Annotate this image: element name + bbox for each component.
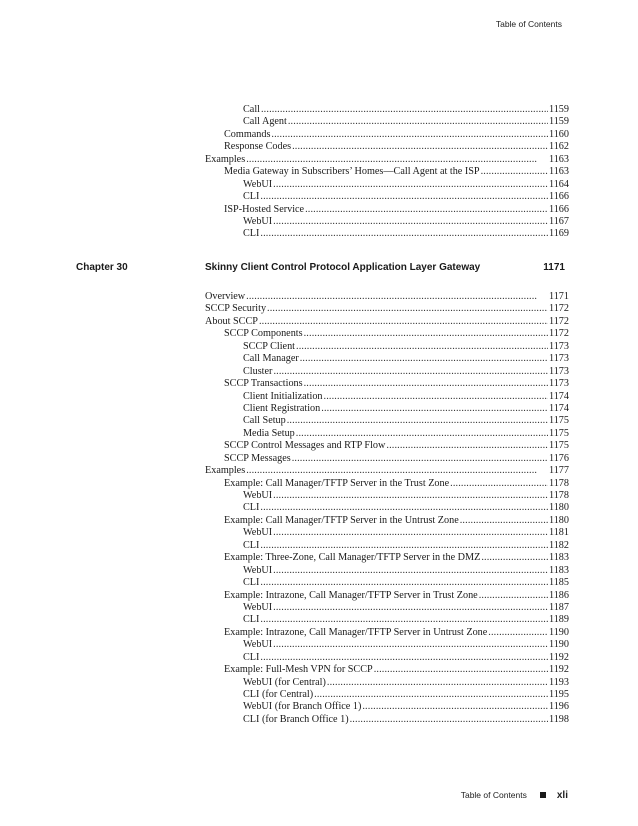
- dot-leader: [304, 328, 548, 340]
- toc-entry-title: WebUI: [243, 178, 273, 190]
- toc-list-chapter-30: [205, 291, 569, 726]
- toc-entry-title: Example: Call Manager/TFTP Server in the Untrust Zone: [224, 514, 459, 526]
- toc-entry-page: 1174: [549, 402, 569, 414]
- toc-entry-page: 1163: [549, 153, 569, 165]
- toc-entry[interactable]: [205, 614, 569, 626]
- toc-entry[interactable]: [205, 366, 569, 378]
- toc-entry[interactable]: [205, 677, 569, 689]
- dot-leader: [321, 403, 548, 415]
- toc-entry[interactable]: [205, 565, 569, 577]
- toc-entry-page: 1192: [549, 651, 569, 663]
- toc-entry-title: WebUI: [243, 601, 273, 613]
- dot-leader: [246, 154, 548, 166]
- toc-entry[interactable]: [205, 316, 569, 328]
- toc-entry[interactable]: [205, 502, 569, 514]
- dot-leader: [479, 590, 548, 602]
- toc-entry-title: CLI: [243, 539, 260, 551]
- dot-leader: [324, 391, 548, 403]
- footer-page-number: xli: [556, 789, 568, 801]
- dot-leader: [273, 366, 548, 378]
- toc-entry[interactable]: [205, 415, 569, 427]
- toc-entry-page: 1190: [549, 639, 569, 651]
- dot-leader: [488, 627, 548, 639]
- dot-leader: [259, 316, 548, 328]
- toc-entry[interactable]: [205, 141, 569, 153]
- toc-entry-page: 1193: [549, 676, 569, 688]
- dot-leader: [261, 104, 548, 116]
- dot-leader: [287, 415, 548, 427]
- dot-leader: [374, 664, 548, 676]
- toc-entry-title: SCCP Control Messages and RTP Flow: [224, 440, 386, 452]
- toc-entry-title: SCCP Transactions: [224, 378, 303, 390]
- toc-entry-title: CLI: [243, 651, 260, 663]
- toc-entry-page: 1162: [549, 141, 569, 153]
- chapter-page-number: 1171: [543, 262, 565, 273]
- dot-leader: [273, 179, 548, 191]
- toc-entry-page: 1173: [549, 365, 569, 377]
- toc-entry[interactable]: [205, 428, 569, 440]
- dot-leader: [267, 303, 548, 315]
- toc-entry[interactable]: [205, 440, 569, 452]
- toc-entry[interactable]: [205, 602, 569, 614]
- toc-entry-title: SCCP Components: [224, 328, 303, 340]
- toc-entry-page: 1173: [549, 340, 569, 352]
- toc-entry[interactable]: [205, 154, 569, 166]
- dot-leader: [260, 577, 548, 589]
- dot-leader: [246, 291, 548, 303]
- dot-leader: [460, 515, 548, 527]
- toc-entry-title: CLI (for Central): [243, 689, 314, 700]
- toc-entry-title: WebUI (for Branch Office 1): [243, 701, 362, 713]
- dot-leader: [362, 701, 548, 713]
- dot-leader: [386, 440, 548, 452]
- toc-entry-title: SCCP Messages: [224, 452, 291, 464]
- toc-entry-title: Client Registration: [243, 402, 321, 414]
- toc-entry-page: 1169: [549, 228, 569, 240]
- dot-leader: [273, 216, 548, 228]
- toc-entry[interactable]: [205, 179, 569, 191]
- toc-entry-title: Call: [243, 104, 260, 115]
- toc-entry-title: CLI (for Branch Office 1): [243, 713, 349, 725]
- toc-entry-title: CLI: [243, 191, 260, 203]
- chapter-label: Chapter 30: [76, 262, 128, 273]
- toc-entry-title: Response Codes: [224, 141, 292, 153]
- dot-leader: [304, 378, 548, 390]
- toc-entry-page: 1195: [549, 689, 569, 700]
- toc-entry-page: 1187: [549, 601, 569, 613]
- toc-entry[interactable]: [205, 104, 569, 116]
- toc-entry[interactable]: [205, 490, 569, 502]
- dot-leader: [296, 428, 548, 440]
- toc-entry[interactable]: [205, 191, 569, 203]
- toc-entry-title: Overview: [205, 291, 246, 302]
- toc-entry[interactable]: [205, 515, 569, 527]
- dot-leader: [300, 353, 548, 365]
- dot-leader: [481, 552, 548, 564]
- toc-entry-title: Call Agent: [243, 116, 287, 128]
- dot-leader: [292, 453, 548, 465]
- toc-entry-page: 1183: [549, 564, 569, 576]
- toc-entry-page: 1172: [549, 328, 569, 340]
- dot-leader: [246, 465, 548, 477]
- toc-entry-title: Example: Full-Mesh VPN for SCCP: [224, 664, 373, 676]
- toc-entry-page: 1175: [549, 440, 569, 452]
- dot-leader: [260, 502, 548, 514]
- toc-entry-title: CLI: [243, 228, 260, 240]
- toc-entry-title: Call Setup: [243, 415, 286, 427]
- toc-entry-title: ISP-Hosted Service: [224, 203, 305, 215]
- toc-entry[interactable]: [205, 652, 569, 664]
- toc-entry[interactable]: [205, 353, 569, 365]
- toc-entry-page: 1166: [549, 191, 569, 203]
- dot-leader: [288, 116, 548, 128]
- page-footer: [461, 789, 568, 801]
- toc-entry[interactable]: [205, 378, 569, 390]
- toc-entry[interactable]: [205, 664, 569, 676]
- toc-entry[interactable]: [205, 552, 569, 564]
- dot-leader: [481, 166, 548, 178]
- toc-entry-page: 1183: [549, 552, 569, 564]
- footer-running-title: Table of Contents: [460, 790, 527, 800]
- running-header: Table of Contents: [495, 19, 562, 29]
- dot-leader: [273, 639, 548, 651]
- toc-entry-page: 1176: [549, 452, 569, 464]
- toc-entry-page: 1182: [549, 539, 569, 551]
- chapter-heading: [76, 262, 565, 276]
- toc-entry[interactable]: [205, 590, 569, 602]
- toc-entry[interactable]: [205, 341, 569, 353]
- toc-entry-page: 1166: [549, 203, 569, 215]
- toc-entry-page: 1189: [549, 614, 569, 626]
- toc-entry[interactable]: [205, 303, 569, 315]
- dot-leader: [273, 565, 548, 577]
- toc-entry-title: Example: Three-Zone, Call Manager/TFTP Server in the DMZ: [224, 552, 481, 564]
- toc-entry-page: 1185: [549, 577, 569, 589]
- dot-leader: [350, 714, 548, 726]
- toc-entry-title: Call Manager: [243, 353, 299, 365]
- toc-entry-page: 1181: [549, 527, 569, 539]
- toc-entry-page: 1180: [549, 502, 569, 514]
- toc-entry-title: SCCP Client: [243, 340, 295, 352]
- toc-entry-page: 1171: [549, 291, 569, 302]
- toc-entry-title: WebUI: [243, 527, 273, 539]
- toc-entry[interactable]: [205, 577, 569, 589]
- dot-leader: [273, 602, 548, 614]
- toc-entry-title: Media Gateway in Subscribers’ Homes—Call Agent at the ISP: [224, 166, 480, 178]
- toc-entry-page: 1172: [549, 303, 569, 315]
- toc-entry[interactable]: [205, 701, 569, 713]
- toc-entry-title: WebUI: [243, 639, 273, 651]
- toc-entry[interactable]: [205, 391, 569, 403]
- toc-entry[interactable]: [205, 328, 569, 340]
- toc-entry-title: Media Setup: [243, 427, 295, 439]
- toc-entry-title: WebUI (for Central): [243, 676, 326, 688]
- toc-entry-page: 1177: [549, 465, 569, 477]
- dot-leader: [273, 490, 548, 502]
- dot-leader: [296, 341, 548, 353]
- toc-entry-title: Example: Intrazone, Call Manager/TFTP Server in Untrust Zone: [224, 626, 488, 638]
- chapter-title: Skinny Client Control Protocol Application Layer Gateway: [205, 262, 481, 273]
- toc-entry[interactable]: [205, 453, 569, 465]
- dot-leader: [450, 478, 548, 490]
- toc-entry-page: 1175: [549, 415, 569, 427]
- toc-entry[interactable]: [205, 478, 569, 490]
- toc-entry[interactable]: [205, 204, 569, 216]
- toc-entry[interactable]: [205, 291, 569, 303]
- toc-entry-page: 1192: [549, 664, 569, 676]
- dot-leader: [260, 540, 548, 552]
- toc-entry-title: Examples: [205, 465, 246, 477]
- toc-entry[interactable]: [205, 403, 569, 415]
- toc-entry-page: 1196: [549, 701, 569, 713]
- toc-entry[interactable]: [205, 627, 569, 639]
- toc-entry[interactable]: [205, 540, 569, 552]
- toc-entry-title: Client Initialization: [243, 390, 323, 402]
- toc-entry-page: 1198: [549, 713, 569, 725]
- toc-entry-title: Cluster: [243, 365, 273, 377]
- toc-entry-page: 1173: [549, 378, 569, 390]
- toc-entry[interactable]: [205, 465, 569, 477]
- toc-entry-page: 1174: [549, 390, 569, 402]
- toc-entry-title: CLI: [243, 577, 260, 589]
- dot-leader: [260, 614, 548, 626]
- toc-entry[interactable]: [205, 228, 569, 240]
- toc-entry-title: Example: Intrazone, Call Manager/TFTP Server in Trust Zone: [224, 589, 478, 601]
- toc-entry[interactable]: [205, 639, 569, 651]
- toc-entry-title: WebUI: [243, 564, 273, 576]
- toc-entry-page: 1186: [549, 589, 569, 601]
- dot-leader: [260, 191, 548, 203]
- toc-entry-title: CLI: [243, 614, 260, 626]
- toc-entry-title: Commands: [224, 128, 271, 140]
- dot-leader: [273, 527, 548, 539]
- dot-leader: [314, 689, 548, 701]
- toc-entry-page: 1164: [549, 178, 569, 190]
- toc-entry-title: WebUI: [243, 215, 273, 227]
- toc-entry[interactable]: [205, 166, 569, 178]
- toc-entry-title: CLI: [243, 502, 260, 514]
- toc-entry-title: About SCCP: [205, 315, 258, 327]
- dot-leader: [260, 652, 548, 664]
- dot-leader: [305, 204, 548, 216]
- toc-entry[interactable]: [205, 129, 569, 141]
- toc-entry[interactable]: [205, 527, 569, 539]
- toc-entry-page: 1190: [549, 626, 569, 638]
- toc-entry-page: 1172: [549, 315, 569, 327]
- toc-entry-page: 1180: [549, 514, 569, 526]
- toc-entry-page: 1175: [549, 427, 569, 439]
- dot-leader: [327, 677, 548, 689]
- toc-entry-page: 1160: [549, 128, 569, 140]
- dot-leader: [292, 141, 548, 153]
- toc-entry[interactable]: [205, 689, 569, 701]
- toc-entry[interactable]: [205, 116, 569, 128]
- toc-list-top: [205, 104, 569, 241]
- toc-entry-page: 1163: [549, 166, 569, 178]
- toc-entry[interactable]: [205, 216, 569, 228]
- toc-entry-title: Examples: [205, 153, 246, 165]
- toc-entry[interactable]: [205, 714, 569, 726]
- toc-entry-page: 1159: [549, 116, 569, 128]
- toc-entry-title: Example: Call Manager/TFTP Server in the Trust Zone: [224, 477, 450, 489]
- toc-entry-title: SCCP Security: [205, 303, 267, 315]
- toc-entry-page: 1178: [549, 490, 569, 501]
- toc-entry-title: WebUI: [243, 490, 273, 501]
- dot-leader: [260, 228, 548, 240]
- toc-entry-page: 1173: [549, 353, 569, 365]
- dot-leader: [271, 129, 548, 141]
- toc-entry-page: 1178: [549, 477, 569, 489]
- toc-entry-page: 1167: [549, 215, 569, 227]
- square-bullet-icon: [540, 792, 546, 798]
- toc-entry-page: 1159: [549, 104, 569, 115]
